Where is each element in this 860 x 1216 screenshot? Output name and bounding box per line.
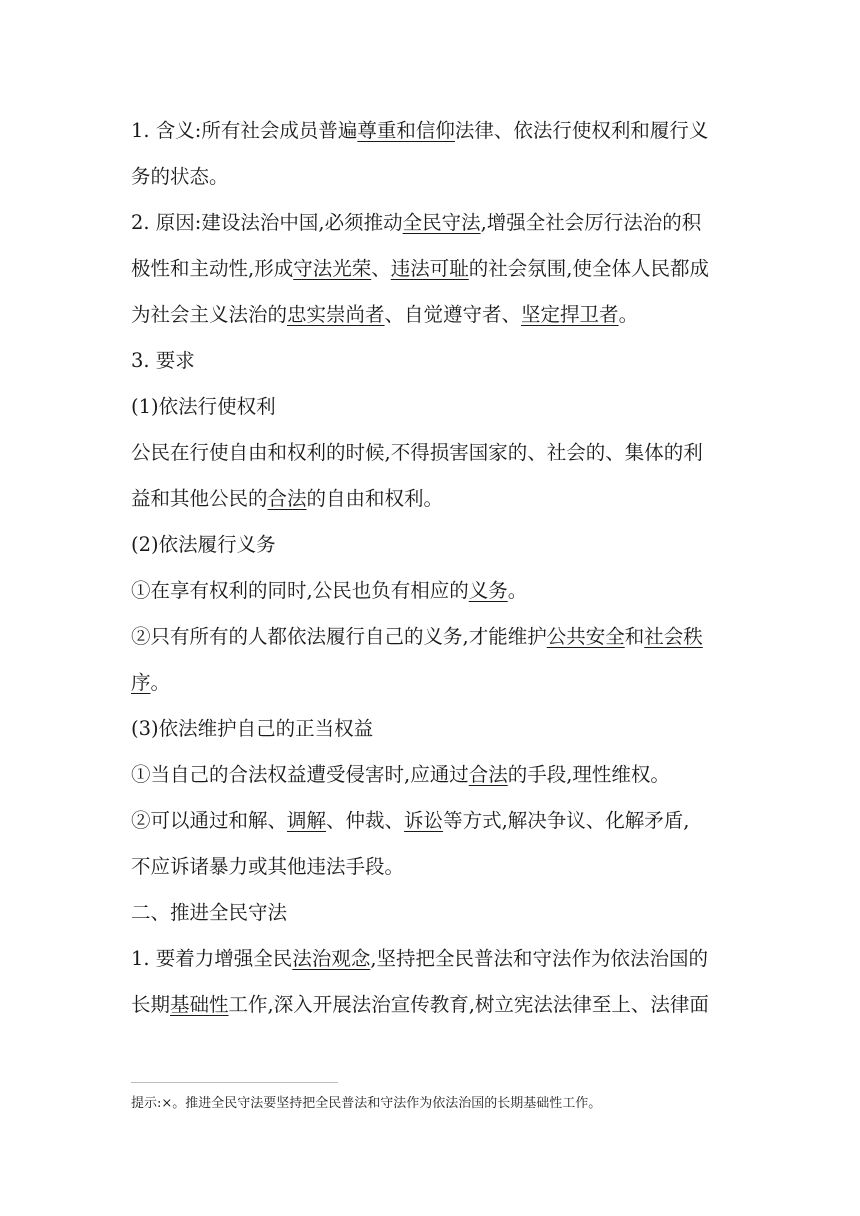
footnote-divider <box>131 1082 338 1083</box>
body-text <box>131 108 731 1028</box>
text-line <box>131 752 731 798</box>
text-segment: ①当自己的合法权益遭受侵害时,应通过 <box>131 763 469 786</box>
underlined-key-phrase: 合法 <box>468 763 508 786</box>
text-segment: 、自觉遵守者、 <box>384 303 522 326</box>
text-segment: 等方式,解决争议、化解矛盾, <box>443 809 690 832</box>
text-line <box>131 292 731 338</box>
text-line <box>131 246 731 292</box>
text-segment: 3. 要求 <box>131 349 195 372</box>
underlined-key-phrase: 法治观念 <box>292 947 371 970</box>
text-segment: 长期 <box>131 993 171 1016</box>
footnote: 提示:×。推进全民守法要坚持把全民普法和守法作为依法治国的长期基础性工作。 <box>131 1096 602 1111</box>
text-line <box>131 430 731 476</box>
underlined-key-phrase: 社会秩 <box>644 625 703 648</box>
text-segment: 二、推进全民守法 <box>131 901 288 924</box>
text-segment: 益和其他公民的 <box>131 487 268 510</box>
underlined-key-phrase: 调解 <box>287 809 327 832</box>
text-segment: 。 <box>618 303 639 326</box>
text-segment: (1)依法行使权利 <box>131 395 276 418</box>
text-segment: 的手段,理性维权。 <box>507 763 670 786</box>
text-segment: ②只有所有的人都依法履行自己的义务,才能维护 <box>131 625 547 648</box>
underlined-key-phrase: 诉讼 <box>404 809 444 832</box>
text-segment: 2. 原因:建设法治中国,必须推动 <box>131 211 403 234</box>
text-line <box>131 660 731 706</box>
text-segment: 的社会氛围,使全体人民都成 <box>468 257 709 280</box>
underlined-key-phrase: 公共安全 <box>546 625 625 648</box>
underlined-key-phrase: 合法 <box>267 487 307 510</box>
text-line <box>131 384 731 430</box>
text-segment: 务的状态。 <box>131 165 229 188</box>
text-segment: 工作,深入开展法治宣传教育,树立宪法法律至上、法律面 <box>228 993 709 1016</box>
text-segment: 、 <box>371 257 391 280</box>
text-segment: 。 <box>507 579 528 602</box>
text-line <box>131 890 731 936</box>
text-segment: 和 <box>624 625 645 648</box>
text-line <box>131 614 731 660</box>
text-line <box>131 338 731 384</box>
text-segment: 为社会主义法治的 <box>131 303 288 326</box>
text-segment: ①在享有权利的同时,公民也负有相应的 <box>131 579 469 602</box>
text-line <box>131 200 731 246</box>
text-line <box>131 108 731 154</box>
text-segment: ,增强全社会厉行法治的积 <box>480 211 702 234</box>
underlined-key-phrase: 忠实崇尚者 <box>287 303 385 326</box>
text-line <box>131 936 731 982</box>
text-segment: 不应诉诸暴力或其他违法手段。 <box>131 855 405 878</box>
text-segment: ,坚持把全民普法和守法作为依法治国的 <box>370 947 709 970</box>
underlined-key-phrase: 义务 <box>468 579 508 602</box>
text-segment: (2)依法履行义务 <box>131 533 276 556</box>
text-line <box>131 982 731 1028</box>
underlined-key-phrase: 尊重和信仰 <box>357 119 455 142</box>
text-segment: 公民在行使自由和权利的时候,不得损害国家的、社会的、集体的利 <box>131 441 703 464</box>
text-line <box>131 522 731 568</box>
underlined-key-phrase: 序 <box>131 671 151 694</box>
text-segment: (3)依法维护自己的正当权益 <box>131 717 374 740</box>
text-segment: 。 <box>150 671 171 694</box>
text-segment: 极性和主动性,形成 <box>131 257 294 280</box>
text-segment: 1. 含义:所有社会成员普遍 <box>131 119 358 142</box>
text-segment: 法律、依法行使权利和履行义 <box>454 119 709 142</box>
underlined-key-phrase: 全民守法 <box>402 211 481 234</box>
text-line <box>131 844 731 890</box>
text-segment: 、仲裁、 <box>326 809 405 832</box>
text-line <box>131 706 731 752</box>
text-segment: 1. 要着力增强全民 <box>131 947 293 970</box>
text-segment: 的自由和权利。 <box>306 487 444 510</box>
underlined-key-phrase: 坚定捍卫者 <box>521 303 619 326</box>
underlined-key-phrase: 守法光荣 <box>293 257 372 280</box>
underlined-key-phrase: 基础性 <box>170 993 229 1016</box>
text-line <box>131 798 731 844</box>
text-line <box>131 568 731 614</box>
text-line <box>131 476 731 522</box>
text-line <box>131 154 731 200</box>
underlined-key-phrase: 违法可耻 <box>390 257 469 280</box>
text-segment: ②可以通过和解、 <box>131 809 288 832</box>
